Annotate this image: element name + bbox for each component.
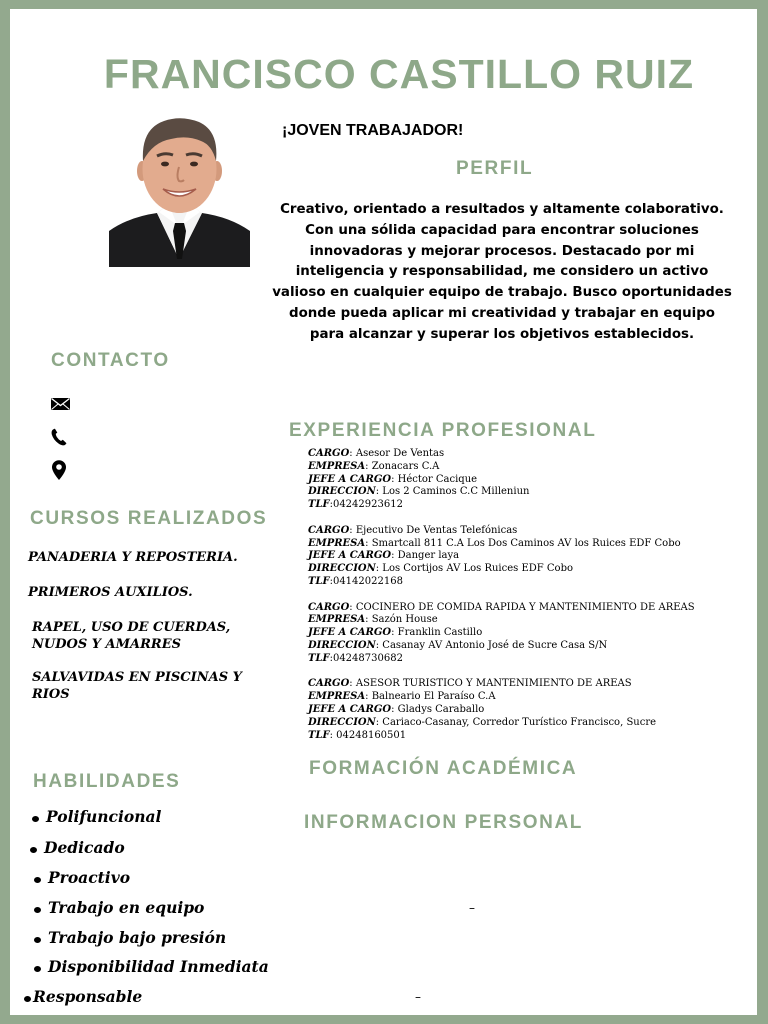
- job-line: CARGO: Asesor De Ventas: [308, 448, 445, 459]
- job-line: EMPRESA: Zonacars C.A: [308, 460, 440, 472]
- resume-page: [10, 9, 757, 1015]
- job-line: JEFE A CARGO: Danger laya: [308, 550, 460, 562]
- course-item: PRIMEROS AUXILIOS.: [28, 585, 193, 600]
- personal-info-heading: INFORMACION PERSONAL: [304, 812, 583, 833]
- job-line: TLF:04142022168: [308, 575, 403, 587]
- bullet-icon: [32, 816, 39, 822]
- skill-item: Polifuncional: [32, 807, 161, 826]
- job-line: EMPRESA: Sazón House: [308, 614, 438, 626]
- job-line: DIRECCION: Cariaco-Casanay, Corredor Turístico Francisco, Sucre: [308, 716, 657, 728]
- job-entry: [308, 678, 728, 742]
- skill-item: Trabajo en equipo: [34, 898, 204, 917]
- job-entry: [308, 525, 728, 589]
- job-line: CARGO: Ejecutivo De Ventas Telefónicas: [308, 524, 518, 536]
- phone-icon: [50, 428, 72, 448]
- tagline: ¡JOVEN TRABAJADOR!: [282, 122, 464, 139]
- skill-item: Proactivo: [34, 868, 130, 887]
- personal-info-dash: –: [469, 901, 475, 915]
- job-line: JEFE A CARGO: Gladys Caraballo: [308, 703, 485, 715]
- envelope-icon: [50, 396, 72, 416]
- course-item: SALVAVIDAS EN PISCINAS Y RIOS: [32, 670, 242, 702]
- skill-item: Disponibilidad Inmediata: [34, 957, 269, 976]
- skills-heading: HABILIDADES: [33, 771, 181, 792]
- courses-heading: CURSOS REALIZADOS: [30, 508, 268, 529]
- experience-list: [308, 448, 728, 755]
- skill-item: Dedicado: [30, 838, 125, 857]
- bullet-icon: [34, 877, 41, 883]
- bullet-icon: [34, 966, 41, 972]
- job-line: DIRECCION: Los Cortijos AV Los Ruices EDF Cobo: [308, 563, 573, 575]
- job-line: EMPRESA: Balneario El Paraíso C.A: [308, 691, 496, 703]
- contact-heading: CONTACTO: [51, 350, 170, 371]
- job-line: CARGO: ASESOR TURISTICO Y MANTENIMIENTO DE AREAS: [308, 678, 632, 690]
- job-line: JEFE A CARGO: Héctor Cacique: [308, 473, 478, 485]
- personal-info-dash: –: [415, 990, 421, 1004]
- bullet-icon: [34, 907, 41, 913]
- job-line: CARGO: COCINERO DE COMIDA RAPIDA Y MANTENIMIENTO DE AREAS: [308, 601, 695, 613]
- job-line: DIRECCION: Los 2 Caminos C.C Milleniun: [308, 486, 530, 498]
- bullet-icon: [34, 937, 41, 943]
- course-item: PANADERIA Y REPOSTERIA.: [28, 550, 238, 565]
- job-entry: [308, 602, 728, 666]
- course-item: RAPEL, USO DE CUERDAS, NUDOS Y AMARRES: [32, 620, 231, 652]
- skill-item: Trabajo bajo presión: [34, 928, 226, 947]
- job-line: TLF:04242923612: [308, 499, 403, 511]
- profile-photo: [109, 109, 250, 267]
- portrait-illustration: [109, 109, 250, 267]
- bullet-icon: [30, 847, 37, 853]
- profile-heading: PERFIL: [456, 158, 534, 179]
- experience-heading: EXPERIENCIA PROFESIONAL: [289, 420, 597, 441]
- job-entry: [308, 448, 728, 512]
- job-line: EMPRESA: Smartcall 811 C.A Los Dos Caminos AV los Ruices EDF Cobo: [308, 537, 681, 549]
- location-pin-icon: [50, 459, 72, 479]
- candidate-name: FRANCISCO CASTILLO RUIZ: [103, 51, 695, 97]
- job-line: DIRECCION: Casanay AV Antonio José de Sucre Casa S/N: [308, 639, 608, 651]
- skill-item: Responsable: [24, 987, 142, 1006]
- profile-description: Creativo, orientado a resultados y altamente colaborativo. Con una sólida capacidad para encontrar soluciones innovadoras y mejorar procesos. Destacado por mi inteligencia y responsabilidad, me considero un activo valioso en cualquier equipo de trabajo. Busco oportunidades donde pueda aplicar mi creatividad y trabajar en equipo para alcanzar y superar los objetivos establecidos.: [272, 202, 732, 342]
- education-heading: FORMACIÓN ACADÉMICA: [309, 758, 578, 779]
- bullet-icon: [24, 996, 31, 1002]
- job-line: TLF:04248730682: [308, 652, 403, 664]
- job-line: JEFE A CARGO: Franklin Castillo: [308, 627, 483, 639]
- job-line: TLF: 04248160501: [308, 729, 407, 741]
